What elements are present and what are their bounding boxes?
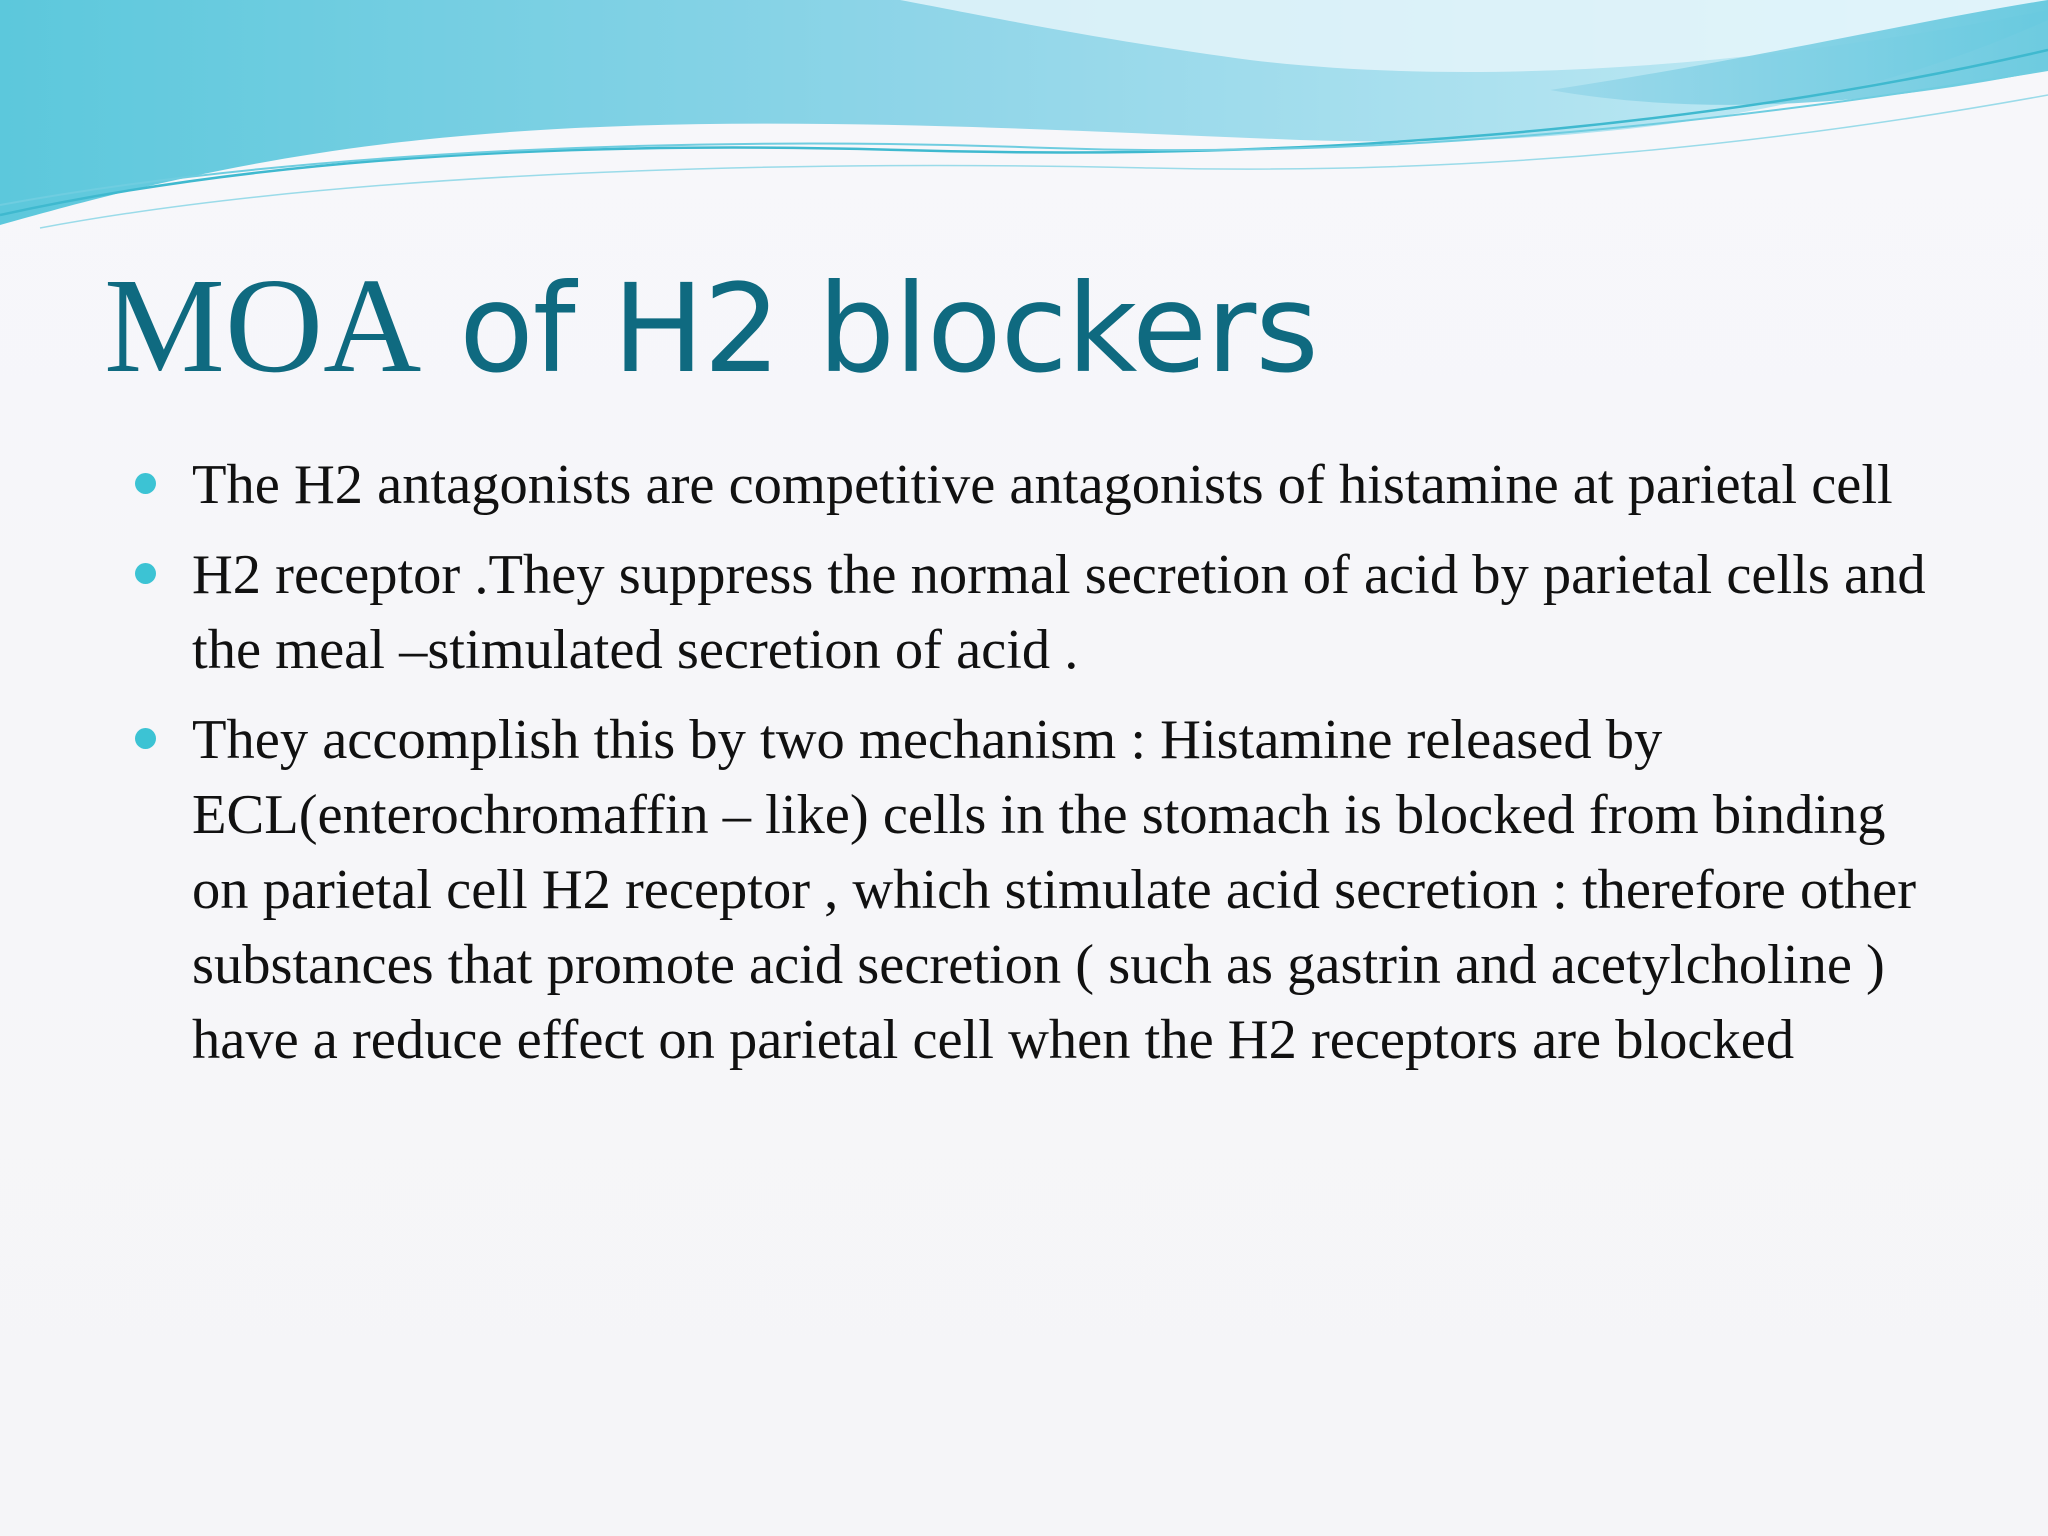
- bullet-dot-icon: [135, 563, 156, 584]
- bullet-item: [130, 538, 1940, 688]
- slide-title-rest: of H2 blockers: [421, 258, 1318, 400]
- header-wave-decoration: [0, 0, 2048, 260]
- slide-title: [104, 251, 1318, 401]
- bullet-text: They accomplish this by two mechanism : Histamine released by ECL(enterochromaffin – like) cells in the stomach is blocked from binding on parietal cell H2 receptor , which stimulate acid secretion : therefore other substances that promote acid secretion ( such as gastrin and acetylcholine ) have a reduce effect on parietal cell when the H2 receptors are blocked: [192, 709, 1917, 1071]
- bullet-item: [130, 448, 1940, 523]
- bullet-text: The H2 antagonists are competitive antagonists of histamine at parietal cell: [192, 454, 1893, 516]
- bullet-list: [130, 448, 1940, 1093]
- bullet-dot-icon: [135, 728, 156, 749]
- slide-title-moa: MOA: [104, 251, 422, 401]
- bullet-item: [130, 703, 1940, 1078]
- bullet-text: H2 receptor .They suppress the normal secretion of acid by parietal cells and the meal –stimulated secretion of acid .: [192, 544, 1926, 681]
- bullet-dot-icon: [135, 473, 156, 494]
